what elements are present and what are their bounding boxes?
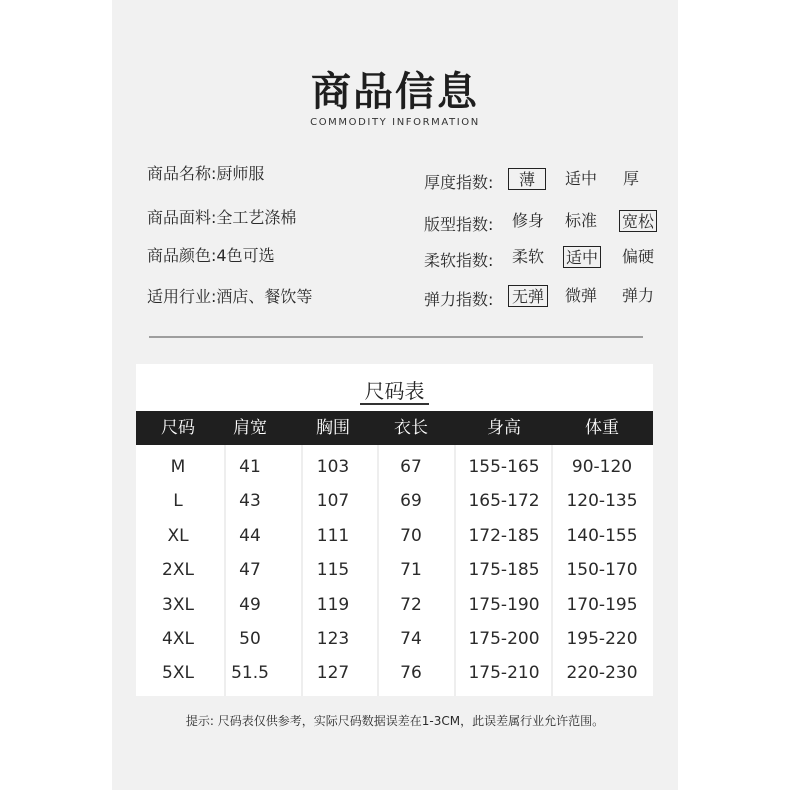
table-cell: 172-185 [468, 525, 540, 546]
table-cell: 44 [239, 525, 261, 546]
table-cell: 127 [316, 663, 350, 684]
table-cell: 111 [316, 525, 350, 546]
table-cell: 41 [239, 457, 261, 477]
size-chart-header [136, 411, 653, 445]
index-option: 适中 [565, 169, 598, 188]
table-cell: 49 [239, 594, 261, 615]
table-cell: 90-120 [571, 457, 633, 477]
table-cell: 175-210 [468, 663, 540, 684]
table-cell: 3XL [162, 594, 194, 615]
column-header: 胸围 [316, 418, 350, 438]
table-cell: 5XL [162, 663, 194, 684]
column-header: 体重 [585, 418, 619, 438]
table-cell: 175-190 [468, 594, 540, 615]
size-chart-title: 尺码表 [364, 379, 425, 403]
table-cell: XL [167, 525, 189, 546]
table-cell: 47 [239, 560, 261, 581]
size-chart-title-underline [360, 403, 429, 405]
table-cell: 74 [400, 629, 422, 649]
table-cell: 70 [400, 525, 422, 546]
table-cell: 69 [400, 491, 422, 512]
table-cell: 2XL [162, 560, 194, 581]
size-chart-card [136, 364, 653, 696]
index-option-selected: 无弹 [508, 285, 548, 307]
table-cell: 170-195 [566, 594, 638, 615]
index-option: 微弹 [565, 286, 598, 305]
index-option-selected: 薄 [508, 168, 546, 190]
index-label: 厚度指数: [424, 173, 494, 192]
table-cell: 165-172 [468, 491, 540, 512]
size-note: 提示: 尺码表仅供参考，实际尺码数据误差在1-3CM，此误差属行业允许范围。 [185, 714, 605, 728]
table-cell: 115 [316, 560, 350, 581]
info-item-name: 商品名称:厨师服 [147, 164, 265, 183]
index-option: 修身 [511, 211, 544, 230]
info-item-fabric: 商品面料:全工艺涤棉 [147, 208, 297, 227]
column-header: 尺码 [161, 418, 195, 438]
table-cell: 67 [400, 457, 422, 477]
table-cell: 51.5 [231, 663, 269, 684]
index-option: 弹力 [621, 286, 654, 305]
table-cell: M [170, 457, 186, 477]
table-cell: 103 [316, 457, 350, 477]
table-cell: L [173, 491, 183, 512]
page-title: 商品信息 [311, 69, 479, 115]
table-cell: 4XL [162, 629, 194, 649]
index-option: 柔软 [511, 247, 544, 266]
table-cell: 175-200 [468, 629, 540, 649]
index-option: 标准 [565, 211, 598, 230]
index-option-selected: 宽松 [619, 210, 657, 232]
table-cell: 72 [400, 594, 422, 615]
table-cell: 76 [400, 663, 422, 684]
info-item-color: 商品颜色:4色可选 [147, 246, 275, 265]
index-option: 厚 [622, 169, 639, 188]
page-subtitle: COMMODITY INFORMATION [310, 117, 480, 128]
table-cell: 123 [316, 629, 350, 649]
column-header: 身高 [487, 418, 521, 438]
table-cell: 71 [400, 560, 422, 581]
info-item-industry: 适用行业:酒店、餐饮等 [147, 287, 313, 306]
index-label: 版型指数: [424, 215, 494, 234]
table-cell: 107 [316, 491, 350, 512]
table-cell: 43 [239, 491, 261, 512]
table-cell: 220-230 [566, 663, 638, 684]
section-divider [149, 336, 643, 338]
table-cell: 175-185 [468, 560, 540, 581]
table-cell: 155-165 [468, 457, 540, 477]
column-header: 衣长 [394, 418, 428, 438]
table-cell: 119 [316, 594, 350, 615]
table-cell: 150-170 [566, 560, 638, 581]
index-label: 弹力指数: [424, 290, 494, 309]
table-cell: 140-155 [566, 525, 638, 546]
index-option: 偏硬 [621, 247, 654, 266]
table-cell: 195-220 [566, 629, 638, 649]
table-cell: 50 [239, 629, 261, 649]
table-cell: 120-135 [566, 491, 638, 512]
index-label: 柔软指数: [424, 251, 494, 270]
column-header: 肩宽 [233, 418, 267, 438]
index-option-selected: 适中 [563, 246, 601, 268]
